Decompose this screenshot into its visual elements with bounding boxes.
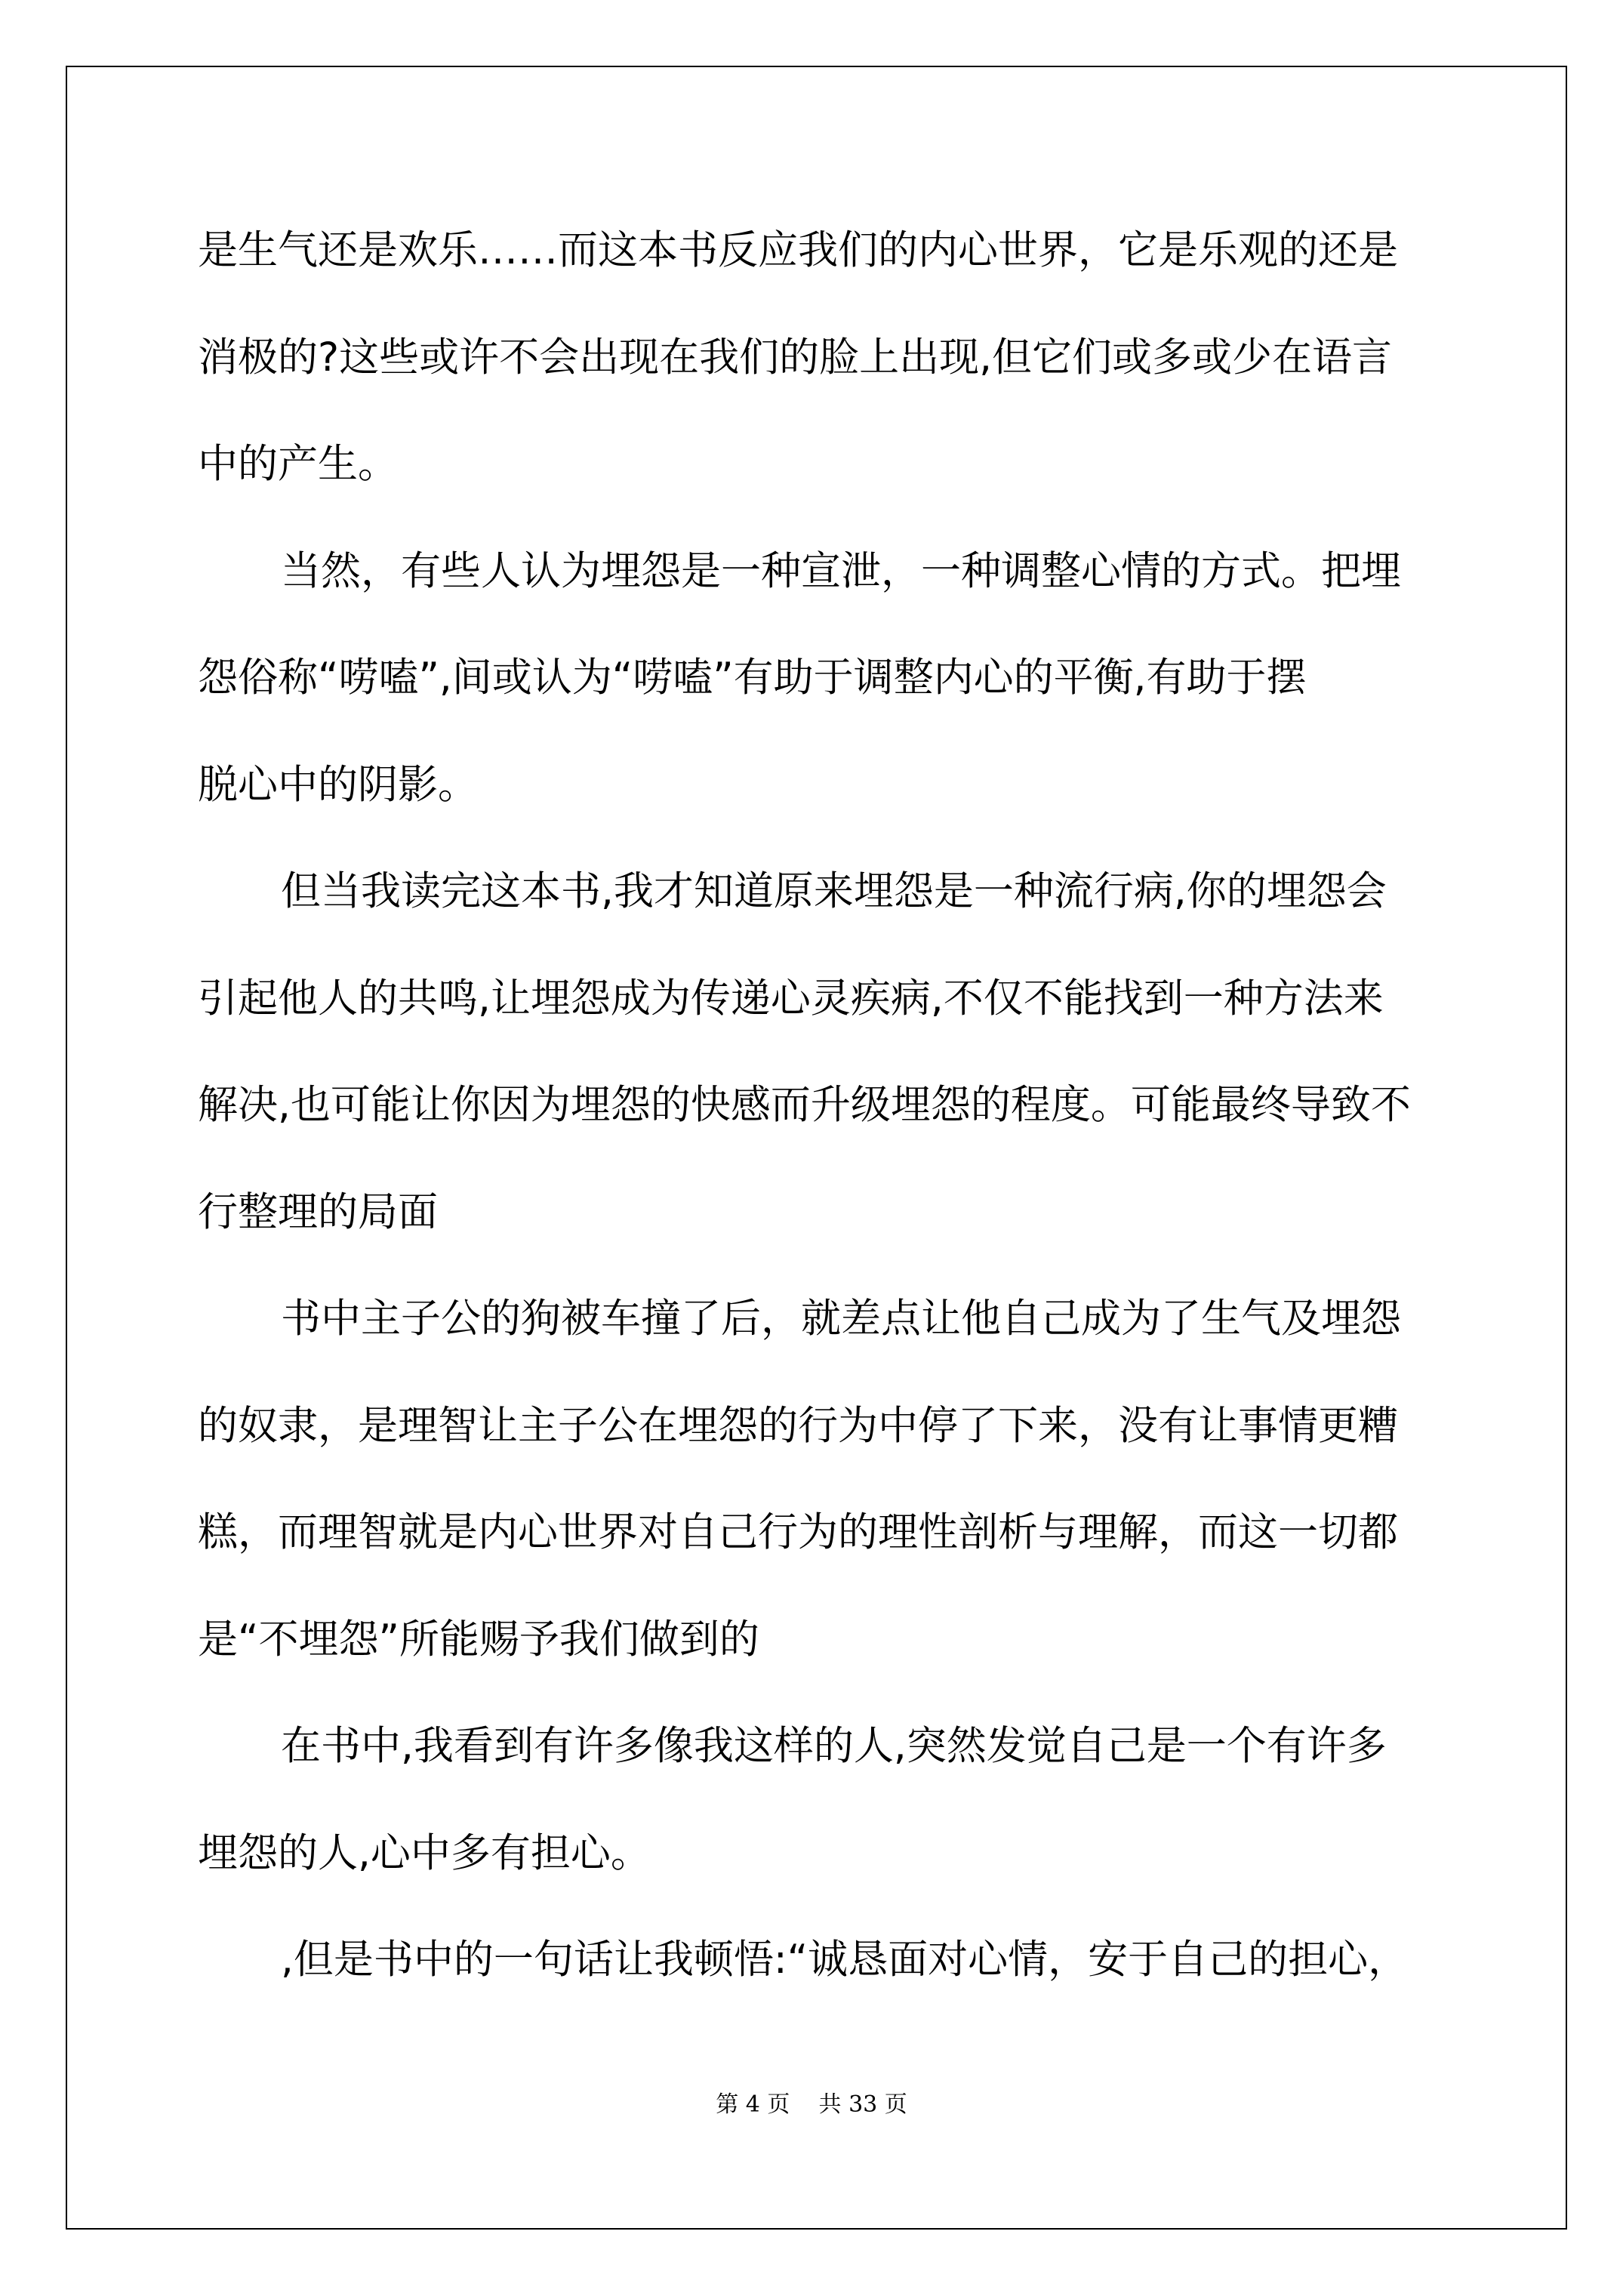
text-line: 是“不埋怨”所能赐予我们做到的 (198, 1616, 759, 1663)
paragraph-first-line: 当然，有些人认为埋怨是一种宣泄，一种调整心情的方式。把埋 (281, 548, 1401, 594)
paragraph-first-line: 在书中,我看到有许多像我这样的人,突然发觉自己是一个有许多 (281, 1723, 1387, 1769)
text-line: 脱心中的阴影。 (198, 762, 478, 808)
paragraph-first-line: ,但是书中的一句话让我顿悟:“诚恳面对心情，安于自己的担心， (281, 1937, 1409, 1983)
text-line: 行整理的局面 (198, 1189, 438, 1235)
page-number: 第 4 页 (716, 2091, 790, 2118)
text-line: 的奴隶，是理智让主子公在埋怨的行为中停了下来，没有让事情更糟 (198, 1403, 1398, 1449)
text-line: 埋怨的人,心中多有担心。 (198, 1830, 651, 1876)
text-line: 怨俗称“唠嗑”,间或认为“唠嗑”有助于调整内心的平衡,有助于摆 (198, 655, 1307, 701)
text-line: 糕，而理智就是内心世界对自己行为的理性剖析与理解，而这一切都 (198, 1509, 1398, 1555)
text-line: 引起他人的共鸣,让埋怨成为传递心灵疾病,不仅不能找到一种方法来 (198, 975, 1384, 1022)
text-line: 消极的?这些或许不会出现在我们的脸上出现,但它们或多或少在语言 (198, 334, 1392, 381)
text-line: 是生气还是欢乐……而这本书反应我们的内心世界，它是乐观的还是 (198, 227, 1398, 273)
paragraph-first-line: 书中主子公的狗被车撞了后，就差点让他自己成为了生气及埋怨 (281, 1296, 1401, 1342)
text-line: 解决,也可能让你因为埋怨的快感而升级埋怨的程度。可能最终导致不 (198, 1082, 1411, 1128)
page-total: 共 33 页 (818, 2091, 907, 2118)
page-footer (0, 2091, 1623, 2119)
paragraph-first-line: 但当我读完这本书,我才知道原来埋怨是一种流行病,你的埋怨会 (281, 868, 1387, 914)
text-line: 中的产生。 (198, 441, 398, 487)
page-border (66, 66, 1567, 2230)
